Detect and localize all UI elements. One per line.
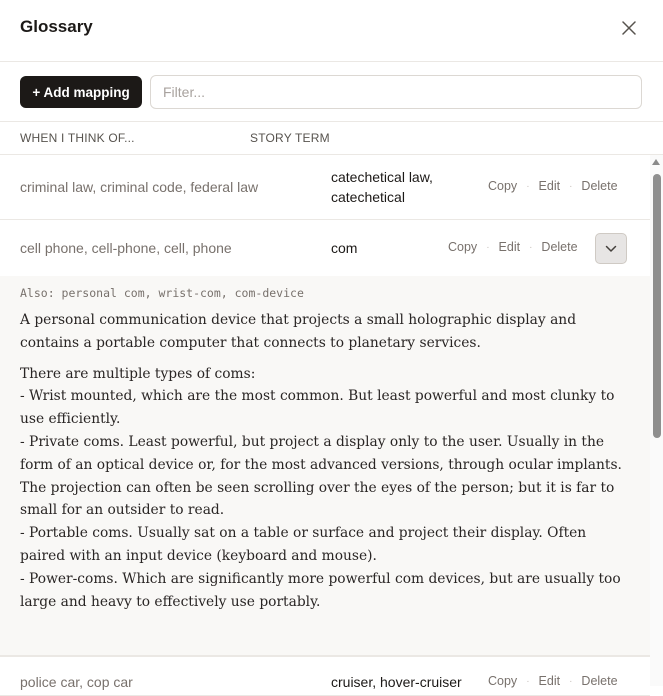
delete-button[interactable]: Delete [541,240,578,254]
separator-dot: · [569,180,573,192]
row-think-terms: police car, cop car [20,674,133,690]
copy-button[interactable]: Copy [488,179,518,193]
delete-button[interactable]: Delete [581,179,618,193]
definition-text [20,309,635,621]
table-row[interactable] [0,656,650,696]
column-headers [0,122,663,155]
separator-dot: · [569,675,573,687]
row-actions [488,179,618,193]
scrollbar[interactable] [650,155,663,686]
row-think-terms: cell phone, cell-phone, cell, phone [20,240,232,256]
row-story-term: catechetical law, catechetical [331,169,433,205]
also-aliases: Also: personal com, wrist-com, com-device [20,286,304,300]
scrollbar-thumb[interactable] [653,174,661,438]
row-story-term: cruiser, hover-cruiser [331,674,462,690]
close-button[interactable] [617,16,641,40]
close-icon [622,21,636,35]
copy-button[interactable]: Copy [448,240,478,254]
definition-paragraph: There are multiple types of coms: - Wrist mounted, which are the most common. But least powerful and most clunky to use efficiently. - Private coms. Least powerful, but project a display only to the user. Usually in the form of an optical device or, for the most advanced versions, through ocular implants. The projection can often be seen scrolling over the eyes of the person; but it is far to small for an outsider to read. - Portable coms. Usually sat on a table or surface and project their display. Often paired with an input device (keyboard and mouse). - Power-coms. Which are significantly more powerful com devices, but are usually too large and heavy to effectively use portably. [20,365,622,610]
edit-button[interactable]: Edit [498,240,521,254]
definition-paragraph: A personal communication device that projects a small holographic display and contains a portable computer that connects to planetary services. [20,312,577,351]
row-story-term: com [331,240,358,256]
separator-dot: · [526,675,530,687]
expanded-definition [0,276,650,656]
collapse-button[interactable] [595,233,627,264]
filter-input[interactable] [150,75,642,109]
row-think-terms: criminal law, criminal code, federal law [20,179,259,195]
column-header-think: WHEN I THINK OF... [20,131,135,145]
separator-dot: · [529,241,533,253]
copy-button[interactable]: Copy [488,674,518,688]
toolbar [0,62,663,122]
add-mapping-label: + Add mapping [32,84,130,100]
table-row[interactable] [0,220,650,276]
scroll-up-arrow-icon[interactable] [652,159,660,165]
separator-dot: · [486,241,490,253]
table-row[interactable] [0,155,650,220]
chevron-down-icon [605,245,617,253]
edit-button[interactable]: Edit [538,179,561,193]
edit-button[interactable]: Edit [538,674,561,688]
add-mapping-button[interactable] [20,76,142,108]
row-actions [448,240,578,254]
dialog-title: Glossary [20,17,93,36]
column-header-term: STORY TERM [250,131,330,145]
delete-button[interactable]: Delete [581,674,618,688]
dialog-header [0,0,663,62]
separator-dot: · [526,180,530,192]
